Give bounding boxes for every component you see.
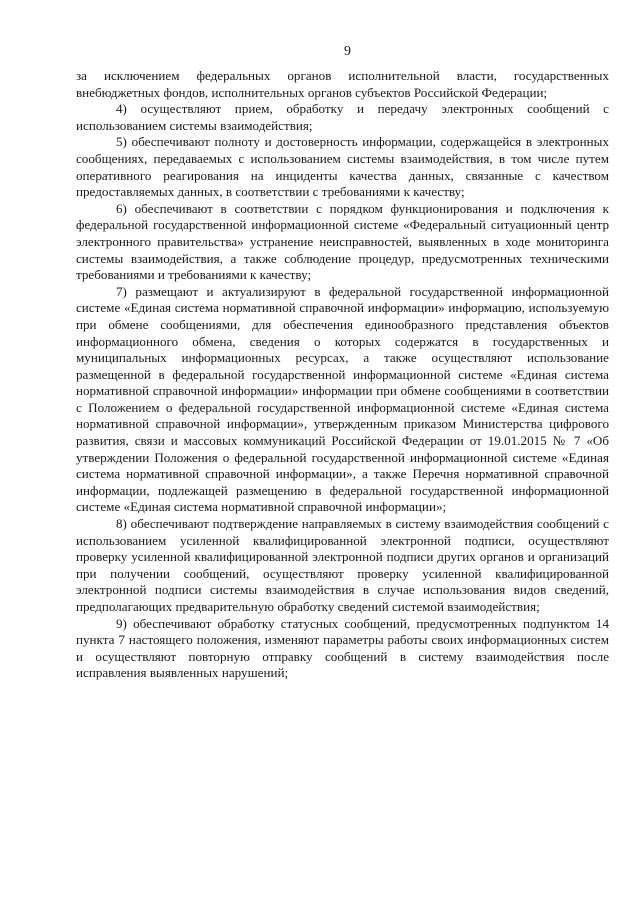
document-page <box>76 44 609 682</box>
paragraph-item-8: 8) обеспечивают подтверждение направляемых в систему взаимодействия сообщений с использованием усиленной квалифицированной электронной подписи, осуществляют проверку усиленной квалифицированной электронной подписи других органов и организаций при получении сообщений, осуществляют проверку усиленной квалифицированной электронной подписи системы взаимодействия в случае использования видов сведений, предполагающих предварительную обработку сведений системой взаимодействия; <box>76 516 609 614</box>
paragraph-continuation: за исключением федеральных органов исполнительной власти, государственных внебюджетных фондов, исполнительных органов субъектов Российской Федерации; <box>76 68 609 100</box>
paragraph-item-9: 9) обеспечивают обработку статусных сообщений, предусмотренных подпунктом 14 пункта 7 настоящего положения, изменяют параметры работы своих информационных систем и осуществляют повторную отправку сообщений в систему взаимодействия после исправления выявленных нарушений; <box>76 615 609 681</box>
paragraph-item-5: 5) обеспечивают полноту и достоверность информации, содержащейся в электронных сообщениях, передаваемых с использованием системы взаимодействия, в том числе путем оперативного реагирования на инциденты качества данных, связанные с качеством предоставляемых данных, в соответствии с требованиями к качеству; <box>76 134 609 200</box>
paragraph-item-4: 4) осуществляют прием, обработку и передачу электронных сообщений с использованием системы взаимодействия; <box>76 101 609 133</box>
page-number: 9 <box>344 44 351 59</box>
paragraph-item-6: 6) обеспечивают в соответствии с порядком функционирования и подключения к федеральной государственной информационной системе «Федеральный ситуационный центр электронного правительства» устранение неисправностей, выявленных в ходе мониторинга системы взаимодействия, а также соблюдение процедур, предусмотренных техническими требованиями и требованиями к качеству; <box>76 200 609 283</box>
paragraph-item-7: 7) размещают и актуализируют в федеральной государственной информационной системе «Единая система нормативной справочной информации» информацию, используемую при обмене сообщениями, для обеспечения единообразного представления объектов информационного обмена, сведения о которых содержатся в государственных и муниципальных информационных ресурсах, а также осуществляют использование размещенной в федеральной государственной информационной системе «Единая система нормативной справочной информации» информации при обмене сообщениями в соответствии с Положением о федеральной государственной информационной системе «Единая система нормативной справочной информации», утвержденным приказом Министерства цифрового развития, связи и массовых коммуникаций Российской Федерации от 19.01.2015 № 7 «Об утверждении Положения о федеральной государственной информационной системе «Единая система нормативной справочной информации», а также Перечня нормативной справочной информации, подлежащей размещению в федеральной государственной информационной системе «Единая система нормативной справочной информации»; <box>76 283 609 515</box>
